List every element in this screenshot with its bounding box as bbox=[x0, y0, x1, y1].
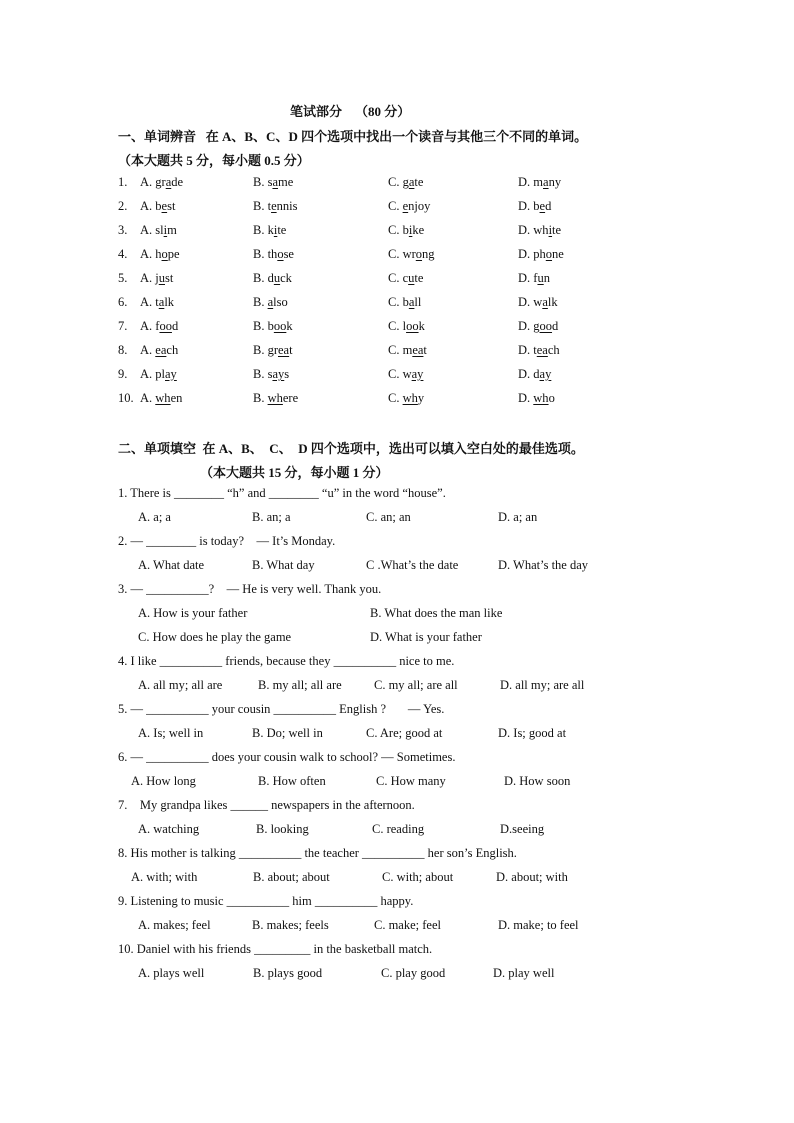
option-c: C. bike bbox=[388, 223, 425, 237]
pronunciation-item bbox=[118, 343, 718, 363]
item-number: 10. bbox=[118, 391, 134, 405]
option-b: B. tennis bbox=[253, 199, 298, 213]
answer-option[interactable]: D. all my; are all bbox=[500, 678, 585, 692]
underlined-letters: ay bbox=[272, 367, 285, 381]
question-options bbox=[118, 870, 718, 890]
question-stem: 9. Listening to music __________ him __________ happy. bbox=[118, 894, 414, 908]
option-a: A. hope bbox=[140, 247, 180, 261]
option-d: D. white bbox=[518, 223, 562, 237]
question-options bbox=[118, 726, 718, 746]
option-c: C. wrong bbox=[388, 247, 435, 261]
question-options bbox=[118, 966, 718, 986]
answer-option[interactable]: C. How many bbox=[376, 774, 446, 788]
underlined-letters: a bbox=[408, 175, 415, 189]
item-number: 5. bbox=[118, 271, 128, 285]
underlined-letters: o bbox=[161, 247, 168, 261]
answer-option[interactable]: D. What’s the day bbox=[498, 558, 589, 572]
underlined-letters: ay bbox=[165, 367, 177, 381]
underlined-letters: e bbox=[271, 199, 277, 213]
underlined-letters: a bbox=[542, 295, 548, 309]
question-stem: 3. — __________? — He is very well. Thank you. bbox=[118, 582, 382, 596]
answer-option[interactable]: A. What date bbox=[138, 558, 205, 572]
answer-option[interactable]: D. Is; good at bbox=[498, 726, 567, 740]
option-b: B. same bbox=[253, 175, 294, 189]
option-a: A. slim bbox=[140, 223, 177, 237]
answer-option[interactable]: A. watching bbox=[138, 822, 200, 836]
underlined-letters: i bbox=[273, 223, 278, 237]
underlined-letters: ea bbox=[536, 343, 548, 357]
underlined-letters: e bbox=[402, 199, 409, 213]
underlined-letters: wh bbox=[155, 391, 171, 405]
option-b: B. kite bbox=[253, 223, 287, 237]
option-d: D. good bbox=[518, 319, 559, 333]
answer-option[interactable]: B. makes; feels bbox=[252, 918, 329, 932]
answer-option[interactable]: D. play well bbox=[493, 966, 555, 980]
item-number: 4. bbox=[118, 247, 128, 261]
pronunciation-item bbox=[118, 367, 718, 387]
underlined-letters: u bbox=[537, 271, 544, 285]
option-c: C. why bbox=[388, 391, 425, 405]
section1-heading: 一、单词辨音 在 A、B、C、D 四个选项中找出一个读音与其他三个不同的单词。 bbox=[118, 129, 588, 144]
pronunciation-item bbox=[118, 271, 718, 291]
underlined-letters: u bbox=[158, 271, 165, 285]
item-number: 2. bbox=[118, 199, 128, 213]
underlined-letters: a bbox=[272, 175, 279, 189]
answer-option[interactable]: A. makes; feel bbox=[138, 918, 211, 932]
item-number: 1. bbox=[118, 175, 128, 189]
answer-option[interactable]: C. an; an bbox=[366, 510, 411, 524]
option-a: A. each bbox=[140, 343, 179, 357]
option-b: B. great bbox=[253, 343, 293, 357]
answer-option[interactable]: C. reading bbox=[372, 822, 425, 836]
underlined-letters: o bbox=[277, 247, 284, 261]
pronunciation-item bbox=[118, 223, 718, 243]
option-d: D. walk bbox=[518, 295, 558, 309]
question-options bbox=[118, 918, 718, 938]
answer-option[interactable]: D. a; an bbox=[498, 510, 538, 524]
option-a: A. play bbox=[140, 367, 177, 381]
option-a: A. food bbox=[140, 319, 179, 333]
underlined-letters: a bbox=[165, 175, 172, 189]
answer-option[interactable]: D. How soon bbox=[504, 774, 571, 788]
option-c: C. meat bbox=[388, 343, 427, 357]
pronunciation-item bbox=[118, 247, 718, 267]
section2-note: （本大题共 15 分，每小题 1 分） bbox=[200, 465, 389, 480]
underlined-letters: a bbox=[158, 295, 165, 309]
answer-option[interactable]: A. all my; all are bbox=[138, 678, 223, 692]
option-d: D. bed bbox=[518, 199, 552, 213]
underlined-letters: a bbox=[408, 295, 415, 309]
question-stem: 8. His mother is talking __________ the teacher __________ her son’s English. bbox=[118, 846, 517, 860]
answer-option[interactable]: B. my all; all are bbox=[258, 678, 342, 692]
answer-option[interactable]: A. plays well bbox=[138, 966, 205, 980]
answer-option[interactable]: C .What’s the date bbox=[366, 558, 459, 572]
answer-option[interactable]: B. What day bbox=[252, 558, 315, 572]
question-stem: 1. There is ________ “h” and ________ “u” in the word “house”. bbox=[118, 486, 446, 500]
option-b: B. also bbox=[253, 295, 288, 309]
underlined-letters: ea bbox=[278, 343, 290, 357]
underlined-letters: e bbox=[161, 199, 168, 213]
answer-option[interactable]: B. about; about bbox=[253, 870, 330, 884]
question-options bbox=[118, 774, 718, 794]
underlined-letters: o bbox=[415, 247, 423, 261]
option-d: D. fun bbox=[518, 271, 550, 285]
pronunciation-item bbox=[118, 391, 718, 411]
underlined-letters: ay bbox=[411, 367, 424, 381]
answer-option[interactable]: B. looking bbox=[256, 822, 309, 836]
section1-note: （本大题共 5 分，每小题 0.5 分） bbox=[118, 153, 310, 168]
underlined-letters: e bbox=[539, 199, 546, 213]
answer-option[interactable]: B. Do; well in bbox=[252, 726, 323, 740]
underlined-letters: oo bbox=[539, 319, 553, 333]
item-number: 8. bbox=[118, 343, 128, 357]
underlined-letters: wh bbox=[402, 391, 418, 405]
question-options bbox=[118, 822, 718, 842]
question-stem: 6. — __________ does your cousin walk to school? — Sometimes. bbox=[118, 750, 456, 764]
underlined-letters: ay bbox=[539, 367, 552, 381]
underlined-letters: wh bbox=[533, 391, 549, 405]
answer-option[interactable]: A. a; a bbox=[138, 510, 171, 524]
answer-option[interactable]: C. with; about bbox=[382, 870, 454, 884]
answer-option[interactable]: A. with; with bbox=[131, 870, 198, 884]
pronunciation-item bbox=[118, 295, 718, 315]
option-a: A. when bbox=[140, 391, 183, 405]
item-number: 7. bbox=[118, 319, 128, 333]
pronunciation-item bbox=[118, 199, 718, 219]
question-stem: 2. — ________ is today? — It’s Monday. bbox=[118, 534, 336, 548]
option-c: C. gate bbox=[388, 175, 424, 189]
question-stem: 5. — __________ your cousin __________ English ? — Yes. bbox=[118, 702, 445, 716]
answer-option[interactable]: D. What is your father bbox=[370, 630, 482, 644]
question-options bbox=[118, 630, 718, 650]
item-number: 6. bbox=[118, 295, 128, 309]
option-c: C. enjoy bbox=[388, 199, 431, 213]
option-d: D. teach bbox=[518, 343, 560, 357]
underlined-letters: u bbox=[408, 271, 415, 285]
answer-option[interactable]: C. my all; are all bbox=[374, 678, 458, 692]
option-d: D. day bbox=[518, 367, 552, 381]
underlined-letters: oo bbox=[159, 319, 172, 333]
question-stem: 7. My grandpa likes ______ newspapers in the afternoon. bbox=[118, 798, 415, 812]
option-a: A. best bbox=[140, 199, 176, 213]
underlined-letters: wh bbox=[267, 391, 283, 405]
answer-option[interactable]: B. an; a bbox=[252, 510, 291, 524]
option-c: C. ball bbox=[388, 295, 422, 309]
option-b: B. book bbox=[253, 319, 293, 333]
answer-option[interactable]: C. Are; good at bbox=[366, 726, 443, 740]
question-stem: 10. Daniel with his friends _________ in the basketball match. bbox=[118, 942, 433, 956]
question-options bbox=[118, 606, 718, 626]
option-b: B. says bbox=[253, 367, 290, 381]
underlined-letters: oo bbox=[406, 319, 419, 333]
item-number: 3. bbox=[118, 223, 128, 237]
answer-option[interactable]: D. about; with bbox=[496, 870, 568, 884]
answer-option[interactable]: D. make; to feel bbox=[498, 918, 579, 932]
question-options bbox=[118, 510, 718, 530]
question-stem: 4. I like __________ friends, because they __________ nice to me. bbox=[118, 654, 455, 668]
answer-option[interactable]: A. How long bbox=[131, 774, 196, 788]
answer-option[interactable]: B. plays good bbox=[253, 966, 323, 980]
answer-option[interactable]: B. How often bbox=[258, 774, 326, 788]
underlined-letters: i bbox=[548, 223, 553, 237]
answer-option[interactable]: A. Is; well in bbox=[138, 726, 204, 740]
answer-option[interactable]: A. How is your father bbox=[138, 606, 248, 620]
option-c: C. way bbox=[388, 367, 424, 381]
pronunciation-item bbox=[118, 319, 718, 339]
option-d: D. who bbox=[518, 391, 555, 405]
underlined-letters: u bbox=[273, 271, 281, 285]
option-a: A. grade bbox=[140, 175, 184, 189]
underlined-letters: o bbox=[545, 247, 553, 261]
option-a: A. talk bbox=[140, 295, 175, 309]
underlined-letters: i bbox=[408, 223, 413, 237]
underlined-letters: ea bbox=[412, 343, 424, 357]
option-c: C. look bbox=[388, 319, 425, 333]
underlined-letters: i bbox=[163, 223, 168, 237]
section2-heading: 二、单项填空 在 A、B、 C、 D 四个选项中，选出可以填入空白处的最佳选项。 bbox=[118, 441, 584, 456]
option-b: B. where bbox=[253, 391, 299, 405]
answer-option[interactable]: D.seeing bbox=[500, 822, 545, 836]
underlined-letters: a bbox=[267, 295, 274, 309]
question-options bbox=[118, 558, 718, 578]
pronunciation-item bbox=[118, 175, 718, 195]
option-d: D. phone bbox=[518, 247, 564, 261]
answer-option[interactable]: C. make; feel bbox=[374, 918, 441, 932]
item-number: 9. bbox=[118, 367, 128, 381]
question-options bbox=[118, 678, 718, 698]
underlined-letters: ea bbox=[155, 343, 167, 357]
option-a: A. just bbox=[140, 271, 174, 285]
underlined-letters: a bbox=[543, 175, 549, 189]
answer-option[interactable]: C. play good bbox=[381, 966, 446, 980]
option-b: B. duck bbox=[253, 271, 292, 285]
page-title: 笔试部分 （80 分） bbox=[290, 104, 411, 119]
answer-option[interactable]: B. What does the man like bbox=[370, 606, 503, 620]
option-b: B. those bbox=[253, 247, 294, 261]
answer-option[interactable]: C. How does he play the game bbox=[138, 630, 292, 644]
option-c: C. cute bbox=[388, 271, 424, 285]
underlined-letters: oo bbox=[273, 319, 287, 333]
option-d: D. many bbox=[518, 175, 562, 189]
